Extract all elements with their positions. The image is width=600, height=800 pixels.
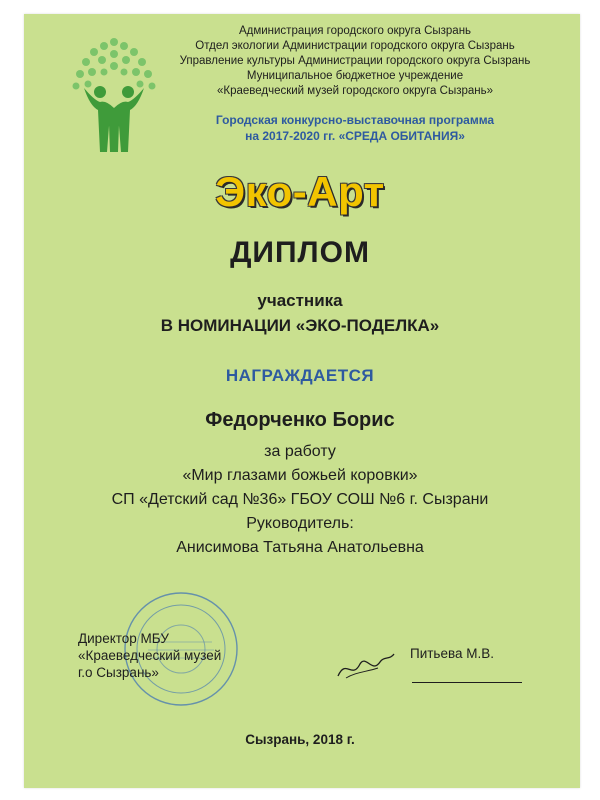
- document-title: ДИПЛОМ: [230, 236, 370, 269]
- family-tree-logo: [64, 30, 164, 170]
- signer-name: Питьева М.В.: [410, 646, 494, 661]
- director-title: [78, 630, 278, 681]
- for-work-label: за работу: [264, 443, 336, 460]
- awarded-label: НАГРАЖДАЕТСЯ: [225, 366, 375, 385]
- supervisor-label: Руководитель:: [246, 515, 354, 532]
- organizer-line: Отдел экологии Администрации городского округа Сызрань: [195, 40, 515, 52]
- recipient-name: Федорченко Борис: [205, 409, 395, 431]
- organizer-line: Муниципальное бюджетное учреждение: [246, 70, 464, 82]
- nomination: В НОМИНАЦИИ «ЭКО-ПОДЕЛКА»: [160, 316, 440, 335]
- program-block: [150, 112, 560, 144]
- organizers-block: [150, 24, 560, 99]
- program-line-2: на 2017-2020 гг. «СРЕДА ОБИТАНИЯ»: [245, 129, 465, 143]
- signature-line: [412, 682, 522, 683]
- participant-label: участника: [257, 291, 343, 310]
- director-line: «Краеведческий музей: [78, 648, 222, 663]
- organizer-line: «Краеведческий музей городского округа Сызрань»: [216, 85, 494, 97]
- award-details: [0, 440, 600, 560]
- program-line-1: Городская конкурсно-выставочная программа: [215, 113, 495, 127]
- institution: СП «Детский сад №36» ГБОУ СОШ №6 г. Сызрани: [111, 491, 489, 508]
- organizer-line: Администрация городского округа Сызрань: [238, 25, 472, 37]
- city-year: Сызрань, 2018 г.: [245, 732, 355, 747]
- organizer-line: Управление культуры Администрации городского округа Сызрань: [179, 55, 531, 67]
- work-title: «Мир глазами божьей коровки»: [182, 467, 418, 484]
- supervisor-name: Анисимова Татьяна Анатольевна: [176, 539, 424, 556]
- director-line: г.о Сызрань»: [78, 665, 159, 680]
- event-title: Эко-Арт: [215, 168, 385, 215]
- signature-mark: [332, 650, 398, 684]
- director-line: Директор МБУ: [78, 631, 169, 646]
